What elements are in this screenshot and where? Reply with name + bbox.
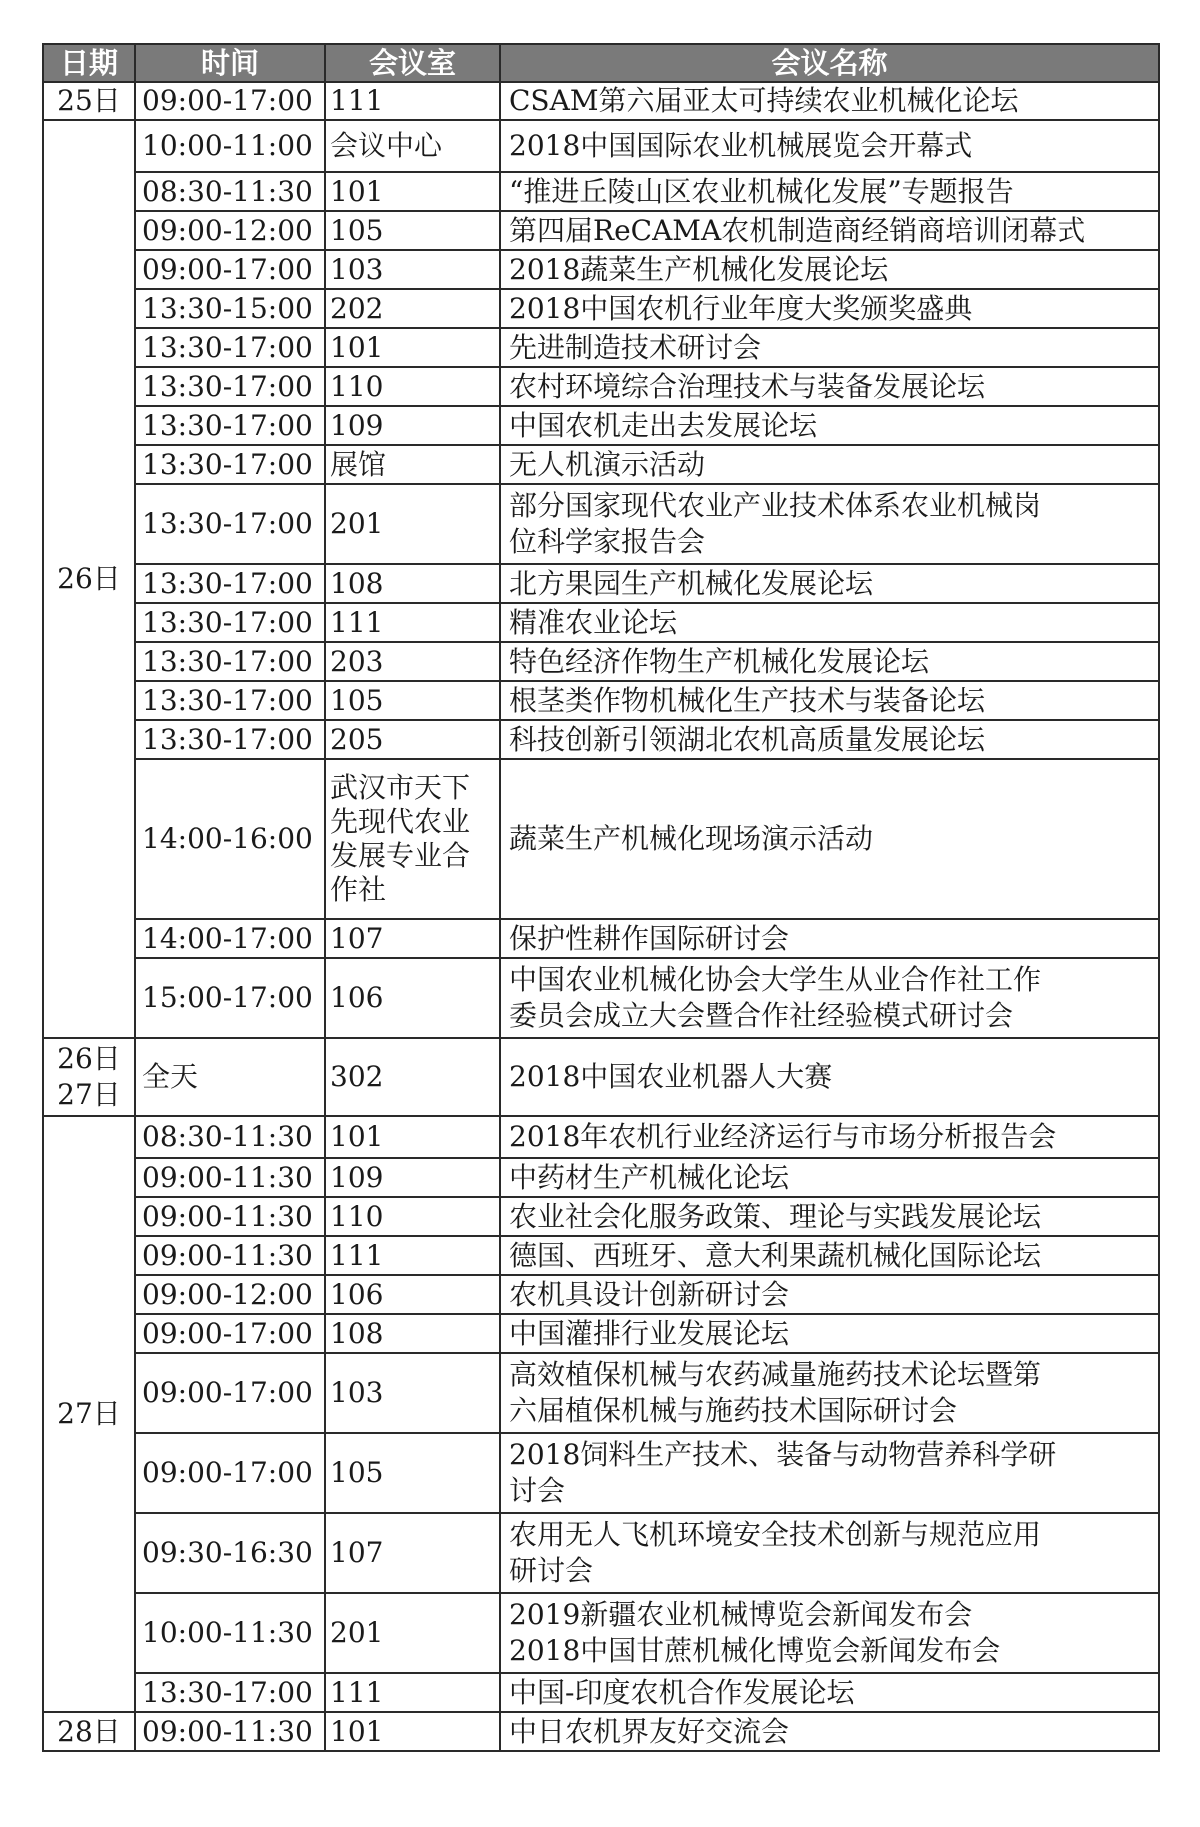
- table-row: [43, 1158, 1159, 1197]
- room-cell: 105: [325, 1433, 500, 1513]
- table-row: [43, 1038, 1159, 1116]
- meeting-name-line: 2018中国农机行业年度大奖颁奖盛典: [509, 291, 973, 325]
- meeting-name-cell: [500, 367, 1159, 406]
- time-cell: 13:30-17:00: [135, 406, 325, 445]
- time-cell: 09:00-12:00: [135, 1275, 325, 1314]
- meeting-name-line: 农村环境综合治理技术与装备发展论坛: [509, 369, 986, 403]
- header-date: 日期: [43, 44, 135, 82]
- table-row: [43, 720, 1159, 759]
- room-cell: 展馆: [325, 445, 500, 484]
- meeting-name-line: 部分国家现代农业产业技术体系农业机械岗: [509, 489, 1042, 522]
- table-row: [43, 759, 1159, 919]
- meeting-name-cell: [500, 250, 1159, 289]
- table-row: [43, 120, 1159, 172]
- room-cell: 108: [325, 1314, 500, 1353]
- meeting-name-line: 先进制造技术研讨会: [509, 330, 762, 364]
- meeting-name-cell: [500, 1275, 1159, 1314]
- table-row: [43, 1197, 1159, 1236]
- time-cell: 09:00-17:00: [135, 82, 325, 120]
- meeting-name-cell: [500, 82, 1159, 120]
- meeting-name-cell: [500, 1673, 1159, 1712]
- table-row: [43, 250, 1159, 289]
- room-cell: 105: [325, 211, 500, 250]
- time-cell: 09:30-16:30: [135, 1513, 325, 1593]
- time-cell: 13:30-17:00: [135, 603, 325, 642]
- time-cell: 09:00-11:30: [135, 1158, 325, 1197]
- table-row: [43, 919, 1159, 958]
- time-cell: 09:00-11:30: [135, 1712, 325, 1751]
- room-cell: 111: [325, 1236, 500, 1275]
- table-row: [43, 1593, 1159, 1673]
- time-cell: 13:30-17:00: [135, 328, 325, 367]
- room-cell: 101: [325, 172, 500, 211]
- time-cell: 13:30-17:00: [135, 367, 325, 406]
- meeting-name-cell: [500, 759, 1159, 919]
- meeting-name-line: 中国农机走出去发展论坛: [509, 408, 818, 442]
- table-row: [43, 564, 1159, 603]
- room-cell: 105: [325, 681, 500, 720]
- time-cell: 10:00-11:00: [135, 120, 325, 172]
- time-cell: 14:00-16:00: [135, 759, 325, 919]
- table-row: [43, 1275, 1159, 1314]
- header-time: 时间: [135, 44, 325, 82]
- room-cell: 203: [325, 642, 500, 681]
- meeting-name-line: 蔬菜生产机械化现场演示活动: [509, 822, 874, 855]
- table-row: [43, 642, 1159, 681]
- meeting-name-line: 无人机演示活动: [509, 447, 706, 481]
- time-cell: 13:30-17:00: [135, 1673, 325, 1712]
- meeting-name-line: 根茎类作物机械化生产技术与装备论坛: [509, 683, 986, 717]
- meeting-name-cell: [500, 1236, 1159, 1275]
- room-cell: 109: [325, 1158, 500, 1197]
- meeting-name-cell: [500, 1433, 1159, 1513]
- table-row: [43, 1236, 1159, 1275]
- meeting-name-cell: [500, 720, 1159, 759]
- meeting-name-cell: [500, 1513, 1159, 1593]
- meeting-name-cell: [500, 120, 1159, 172]
- date-cell: 27日: [43, 1116, 135, 1712]
- table-row: [43, 1673, 1159, 1712]
- date-cell: [43, 1038, 135, 1116]
- time-cell: 09:00-17:00: [135, 250, 325, 289]
- date-line: 27日: [57, 1078, 121, 1111]
- time-cell: 09:00-17:00: [135, 1314, 325, 1353]
- meeting-name-line: 德国、西班牙、意大利果蔬机械化国际论坛: [509, 1238, 1042, 1272]
- room-cell: 101: [325, 1116, 500, 1158]
- room-cell: 会议中心: [325, 120, 500, 172]
- room-cell: 103: [325, 1353, 500, 1433]
- meeting-name-cell: [500, 919, 1159, 958]
- room-cell: 201: [325, 1593, 500, 1673]
- time-cell: 09:00-11:30: [135, 1236, 325, 1275]
- meeting-name-cell: [500, 211, 1159, 250]
- meeting-name-line: 委员会成立大会暨合作社经验模式研讨会: [509, 999, 1014, 1032]
- room-cell: 205: [325, 720, 500, 759]
- table-row: [43, 82, 1159, 120]
- room-cell: 111: [325, 82, 500, 120]
- time-cell: 13:30-17:00: [135, 484, 325, 564]
- table-row: [43, 958, 1159, 1038]
- meeting-name-line: 中国-印度农机合作发展论坛: [509, 1675, 855, 1709]
- room-cell: 103: [325, 250, 500, 289]
- room-cell: 108: [325, 564, 500, 603]
- meeting-name-line: CSAM第六届亚太可持续农业机械化论坛: [509, 84, 1019, 117]
- room-cell: 武汉市天下先现代农业发展专业合作社: [325, 759, 500, 919]
- table-row: [43, 1433, 1159, 1513]
- meeting-name-line: 第四届ReCAMA农机制造商经销商培训闭幕式: [509, 213, 1086, 247]
- meeting-name-line: 精准农业论坛: [509, 605, 678, 639]
- meeting-name-cell: [500, 958, 1159, 1038]
- meeting-name-cell: [500, 406, 1159, 445]
- table-row: [43, 1314, 1159, 1353]
- room-cell: 111: [325, 603, 500, 642]
- time-cell: 13:30-17:00: [135, 642, 325, 681]
- time-cell: 15:00-17:00: [135, 958, 325, 1038]
- meeting-name-line: 科技创新引领湖北农机高质量发展论坛: [509, 722, 986, 756]
- room-cell: 107: [325, 919, 500, 958]
- meeting-name-cell: [500, 603, 1159, 642]
- meeting-name-cell: [500, 642, 1159, 681]
- meeting-name-line: 讨会: [509, 1474, 566, 1507]
- meeting-name-cell: [500, 564, 1159, 603]
- date-cell: 26日: [43, 120, 135, 1038]
- meeting-name-cell: [500, 172, 1159, 211]
- room-cell: 101: [325, 328, 500, 367]
- room-cell: 201: [325, 484, 500, 564]
- time-cell: 全天: [135, 1038, 325, 1116]
- time-cell: 10:00-11:30: [135, 1593, 325, 1673]
- meeting-name-line: 2018年农机行业经济运行与市场分析报告会: [509, 1120, 1057, 1153]
- meeting-name-cell: [500, 445, 1159, 484]
- room-cell: 110: [325, 1197, 500, 1236]
- meeting-name-cell: [500, 289, 1159, 328]
- header-row: [43, 44, 1159, 82]
- table-row: [43, 603, 1159, 642]
- time-cell: 09:00-11:30: [135, 1197, 325, 1236]
- room-cell: 106: [325, 1275, 500, 1314]
- meeting-name-line: 位科学家报告会: [509, 525, 706, 558]
- time-cell: 08:30-11:30: [135, 1116, 325, 1158]
- table-row: [43, 1712, 1159, 1751]
- meeting-name-cell: [500, 484, 1159, 564]
- meeting-name-cell: [500, 328, 1159, 367]
- meeting-name-cell: [500, 1197, 1159, 1236]
- meeting-name-cell: [500, 681, 1159, 720]
- meeting-name-line: 2019新疆农业机械博览会新闻发布会: [509, 1598, 973, 1631]
- meeting-name-line: “推进丘陵山区农业机械化发展”专题报告: [509, 174, 1014, 208]
- table-row: [43, 484, 1159, 564]
- time-cell: 13:30-17:00: [135, 681, 325, 720]
- table-row: [43, 445, 1159, 484]
- table-row: [43, 211, 1159, 250]
- table-row: [43, 367, 1159, 406]
- meeting-name-cell: [500, 1593, 1159, 1673]
- meeting-name-line: 2018中国农业机器人大赛: [509, 1060, 833, 1093]
- meeting-name-line: 农用无人飞机环境安全技术创新与规范应用: [509, 1518, 1042, 1551]
- date-cell: 28日: [43, 1712, 135, 1751]
- meeting-name-cell: [500, 1712, 1159, 1751]
- meeting-name-line: 特色经济作物生产机械化发展论坛: [509, 644, 930, 678]
- meeting-name-line: 2018中国甘蔗机械化博览会新闻发布会: [509, 1634, 1001, 1667]
- date-line: 26日: [57, 1042, 121, 1075]
- date-cell: 25日: [43, 82, 135, 120]
- header-meeting-name: 会议名称: [500, 44, 1159, 82]
- room-cell: 110: [325, 367, 500, 406]
- table-row: [43, 1513, 1159, 1593]
- time-cell: 14:00-17:00: [135, 919, 325, 958]
- time-cell: 13:30-17:00: [135, 720, 325, 759]
- meeting-name-cell: [500, 1353, 1159, 1433]
- conference-schedule-table: [42, 43, 1160, 1752]
- time-cell: 13:30-15:00: [135, 289, 325, 328]
- time-cell: 13:30-17:00: [135, 445, 325, 484]
- time-cell: 08:30-11:30: [135, 172, 325, 211]
- room-cell: 101: [325, 1712, 500, 1751]
- room-cell: 111: [325, 1673, 500, 1712]
- table-row: [43, 406, 1159, 445]
- room-cell: 202: [325, 289, 500, 328]
- meeting-name-line: 中国灌排行业发展论坛: [509, 1316, 790, 1350]
- meeting-name-line: 研讨会: [509, 1554, 594, 1587]
- table-row: [43, 681, 1159, 720]
- meeting-name-line: 2018蔬菜生产机械化发展论坛: [509, 252, 889, 286]
- meeting-name-line: 高效植保机械与农药减量施药技术论坛暨第: [509, 1358, 1042, 1391]
- meeting-name-line: 北方果园生产机械化发展论坛: [509, 566, 874, 600]
- meeting-name-cell: [500, 1314, 1159, 1353]
- meeting-name-line: 中日农机界友好交流会: [509, 1714, 790, 1748]
- room-cell: 302: [325, 1038, 500, 1116]
- room-cell: 107: [325, 1513, 500, 1593]
- header-room: 会议室: [325, 44, 500, 82]
- room-cell: 109: [325, 406, 500, 445]
- meeting-name-line: 农业社会化服务政策、理论与实践发展论坛: [509, 1199, 1042, 1233]
- meeting-name-line: 农机具设计创新研讨会: [509, 1277, 790, 1311]
- meeting-name-line: 中药材生产机械化论坛: [509, 1160, 790, 1194]
- meeting-name-line: 保护性耕作国际研讨会: [509, 921, 790, 955]
- time-cell: 09:00-17:00: [135, 1353, 325, 1433]
- meeting-name-cell: [500, 1116, 1159, 1158]
- table-row: [43, 1353, 1159, 1433]
- table-row: [43, 328, 1159, 367]
- room-cell: 106: [325, 958, 500, 1038]
- meeting-name-line: 中国农业机械化协会大学生从业合作社工作: [509, 963, 1042, 996]
- meeting-name-cell: [500, 1158, 1159, 1197]
- time-cell: 09:00-17:00: [135, 1433, 325, 1513]
- time-cell: 13:30-17:00: [135, 564, 325, 603]
- meeting-name-line: 2018中国国际农业机械展览会开幕式: [509, 129, 973, 162]
- time-cell: 09:00-12:00: [135, 211, 325, 250]
- table-row: [43, 289, 1159, 328]
- table-row: [43, 172, 1159, 211]
- meeting-name-cell: [500, 1038, 1159, 1116]
- meeting-name-line: 六届植保机械与施药技术国际研讨会: [509, 1394, 958, 1427]
- table-row: [43, 1116, 1159, 1158]
- meeting-name-line: 2018饲料生产技术、装备与动物营养科学研: [509, 1438, 1057, 1471]
